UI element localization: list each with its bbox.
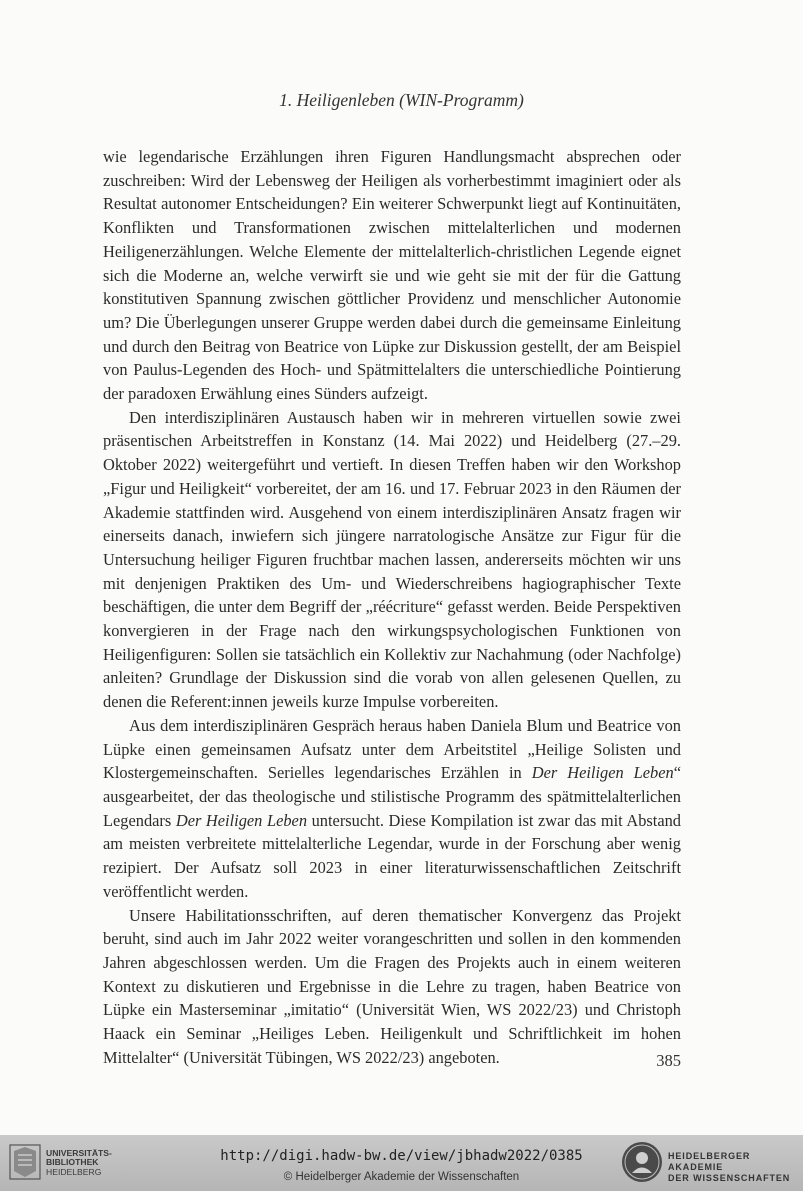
- paragraph: [103, 714, 681, 904]
- academy-name: [668, 1151, 803, 1184]
- library-name-line2: BIBLIOTHEK: [46, 1157, 99, 1168]
- paragraph-text: Unsere Habilitationsschriften, auf deren thematischer Konvergenz das Projekt beruht, sind auch im Jahr 2022 weiter vorangeschritten und sollen in den kommenden Jahren abgeschlossen werden. Um die Fragen des Projekts auch in einem weiteren Kontext zu diskutieren und Ergebnisse in die Lehre zu tragen, haben Beatrice von Lüpke ein Masterseminar „imitatio“ (Universität Wien, WS 2022/23) und Christoph Haack ein Seminar „Heiliges Leben. Heiligenkult und Schriftlichkeit im hohen Mittelalter“ (Universität Tübingen, WS 2022/23) angeboten.: [103, 905, 681, 1067]
- copyright-notice: © Heidelberger Akademie der Wissenschaften: [283, 1171, 520, 1183]
- paragraph: [103, 145, 681, 406]
- library-name-line3: HEIDELBERG: [46, 1166, 102, 1177]
- paragraph: [103, 406, 681, 714]
- italic-title: Der Heiligen Leben: [175, 810, 308, 830]
- academy-name-line2: DER WISSENSCHAFTEN: [668, 1173, 791, 1183]
- paragraph-text: “ ausgearbeitet, der das theologische und stilistische Programm des spätmittelalterlichen Legendars: [103, 763, 681, 830]
- running-head: 1. Heiligenleben (WIN-Programm): [279, 90, 524, 110]
- italic-title: Der Heiligen Leben: [531, 763, 674, 783]
- paragraph-text: Aus dem interdisziplinären Gespräch heraus haben Daniela Blum und Beatrice von Lüpke einen gemeinsamen Aufsatz unter dem Arbeitstitel „Heilige Solisten und Klostergemeinschaften. Serielles legendarisches Erzählen in: [103, 715, 681, 783]
- paragraph-text: untersucht. Diese Kompilation ist zwar das mit Abstand am meisten verbreitete mittelalterliche Legendar, wurde in der Forschung aber wenig rezipiert. Der Aufsatz soll 2023 in einer literaturwissenschaftlichen Zeitschrift veröffentlicht werden.: [103, 810, 682, 901]
- page-number: 385: [656, 1051, 681, 1070]
- body-text: [103, 145, 681, 1069]
- permalink-url[interactable]: http://digi.hadw-bw.de/view/jbhadw2022/0385: [220, 1148, 583, 1164]
- paragraph-text: Den interdisziplinären Austausch haben wir in mehreren virtuellen sowie zwei präsentischen Arbeitstreffen in Konstanz (14. Mai 2022) und Heidelberg (27.–29. Oktober 2022) weitergeführt und vertieft. In diesen Treffen haben wir den Workshop „Figur und Heiligkeit“ vorbereitet, der am 16. und 17. Februar 2023 in den Räumen der Akademie stattfinden wird. Ausgehend von einem interdisziplinären Ansatz fragen wir einerseits danach, inwiefern sich jüngere narratologische Ansätze zur Figur für die Untersuchung heiliger Figuren fruchtbar machen lassen, andererseits möchten wir uns mit denjenigen Praktiken des Um- und Wiederschreibens hagiographischer Texte beschäftigen, die unter dem Begriff der „réécriture“ gefasst werden. Beide Perspektiven konvergieren in der Frage nach den wirkungspsychologischen Funktionen von Heiligenfiguren: Sollen sie tatsächlich ein Kollektiv zur Nachahmung (oder Nachfolge) anleiten? Grundlage der Diskussion sind die vorab von allen gelesenen Quellen, zu denen die Referent:innen jeweils kurze Impulse vorbereiten.: [103, 407, 681, 712]
- paragraph: [103, 904, 681, 1070]
- paragraph-text: wie legendarische Erzählungen ihren Figuren Handlungsmacht absprechen oder zuschreiben: Wird der Lebensweg der Heiligen als vorherbestimmt imaginiert oder als Resultat autonomer Entscheidungen? Ein weiterer Schwerpunkt liegt auf Kontinuitäten, Konflikten und Transformationen zwischen mittelalterlichen und modernen Heiligenerzählungen. Welche Elemente der mittelalterlich-christlichen Legende eignet sich die Moderne an, welche verwirft sie und wie geht sie mit der für die Gattung konstitutiven Spannung zwischen göttlicher Providenz und menschlicher Autonomie um? Die Überlegungen unserer Gruppe werden dabei durch die gemeinsame Einleitung und durch den Beitrag von Beatrice von Lüpke zur Diskussion gestellt, der am Beispiel von Paulus-Legenden des Hoch- und Spätmittelalters die unterschiedliche Pointierung der paradoxen Erwählung eines Sünders aufzeigt.: [103, 147, 681, 404]
- library-name-line1: UNIVERSITÄTS-: [46, 1148, 112, 1158]
- academy-seal-icon: [620, 1140, 664, 1184]
- academy-name-line1: HEIDELBERGER AKADEMIE: [668, 1151, 751, 1172]
- viewer-footer: [0, 1135, 803, 1191]
